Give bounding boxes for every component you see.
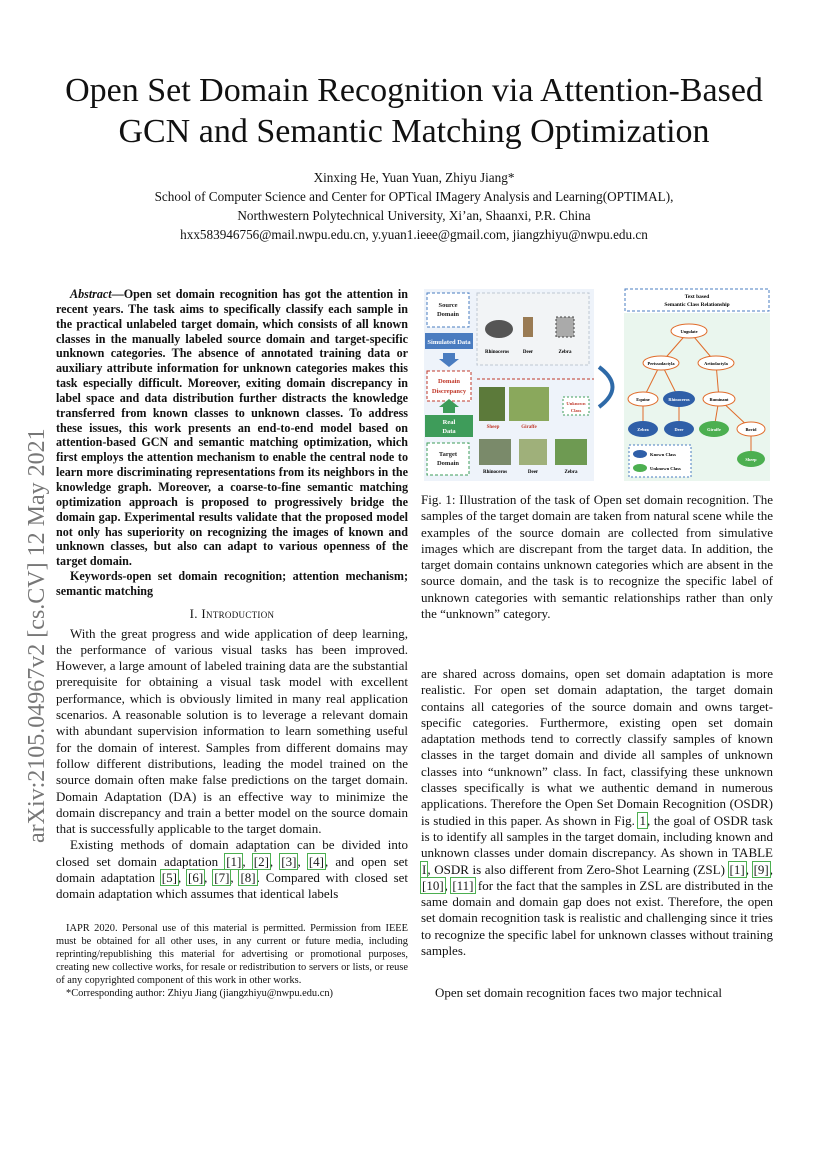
figure-1 xyxy=(421,287,773,487)
graph-legend xyxy=(629,445,691,477)
citation-link[interactable]: [10] xyxy=(422,877,444,893)
text-based-label: Text based xyxy=(684,294,710,300)
abstract xyxy=(56,287,408,569)
citation-link[interactable]: [1] xyxy=(226,853,242,869)
title-line-1: Open Set Domain Recognition via Attention-Based xyxy=(65,72,763,109)
table-link[interactable]: I xyxy=(422,861,427,877)
target-domain-label-2: Domain xyxy=(436,460,460,467)
target-domain-box xyxy=(427,443,469,475)
figure-caption xyxy=(421,492,773,622)
legend-known-label: Known Class xyxy=(650,452,676,457)
target-label-rhinoceros: Rhinoceros xyxy=(482,470,508,475)
domain-discrepancy-label-1: Domain xyxy=(437,378,461,385)
author-block xyxy=(40,168,788,244)
source-label-zebra: Zebra xyxy=(558,350,572,355)
right-last-line: Open set domain recognition faces two major technical xyxy=(435,985,722,1000)
target-label-zebra: Zebra xyxy=(564,470,578,475)
source-label-rhinoceros: Rhinoceros xyxy=(484,350,510,355)
citation-link[interactable]: [8] xyxy=(240,870,256,886)
paper-title xyxy=(40,70,788,152)
citation-link[interactable]: [3] xyxy=(281,853,297,869)
node-label-giraffe: Giraffe xyxy=(707,427,721,432)
arxiv-stamp-text: arXiv:2105.04967v2 [cs.CV] 12 May 2021 xyxy=(24,428,50,843)
target-label-sheep: Sheep xyxy=(486,425,500,430)
domain-discrepancy-box xyxy=(427,371,471,401)
node-label-artiodactyla: Artiodactyla xyxy=(704,361,728,366)
intro-p2-text-c: . Compared with closed set domain adaptation which assumes that identical labels xyxy=(56,870,409,902)
zebra-image xyxy=(556,317,574,337)
right-p1-text-b: , the goal of OSDR task is to identify all samples in the target domain, including known and unknown classes under domain discrepancy. As shown in TABLE xyxy=(421,812,773,861)
footnote-copyright: IAPR 2020. Personal use of this material is permitted. Permission from IEEE must be obtained for all other uses, in any current or future media, including reprinting/republishing this material for advertising or promotional purposes, creating new collective works, for resale or redistribution to servers or lists, or reuse of any copyrighted component of this work in other works. xyxy=(56,923,408,986)
affiliation-line-1: School of Computer Science and Center for OPTical IMagery Analysis and Learning(OPTIMAL), xyxy=(154,189,674,204)
real-data-label-1: Real xyxy=(442,419,456,426)
node-label-ungulate: Ungulate xyxy=(680,329,698,334)
right-column-body xyxy=(421,666,773,959)
intro-paragraph-2: Existing methods of domain adaptation can be divided into closed set domain adaptation [1], [2], [3], [4], and open set domain adaptation [5], [6], [7], [8]. Compared with closed set domain adaptation which assumes that identical labels xyxy=(56,837,409,902)
curved-arrow-icon xyxy=(599,367,613,407)
unknown-class-label-2: Class xyxy=(570,408,582,413)
domain-discrepancy-label-2: Discrepancy xyxy=(431,388,467,395)
citation-link[interactable]: [5] xyxy=(161,870,177,886)
keywords: Keywords-open set domain recognition; attention mechanism; semantic matching xyxy=(56,569,408,598)
node-label-deer: Deer xyxy=(674,427,684,432)
section-title-introduction: I. Introduction xyxy=(189,605,275,621)
footnote xyxy=(56,922,408,1000)
footnote-corresponding: *Corresponding author: Zhiyu Jiang (jiangzhiyu@nwpu.edu.cn) xyxy=(66,988,333,999)
right-p1-text-a: are shared across domains, open set domain adaptation is more realistic. For open set domain adaptation, the target domain contains all categories of the source domain and owns target-specific categories. Furthermore, existing open set domain adaptation methods tend to correctly classify samples of known classes in the target domain and divide all samples of unknown classes into “unknown” class. In fact, classifying these unknown classes specifically is what we authentic demand in numerous applications. Therefore the Open Set Domain Recognition (OSDR) is studied in this paper. As shown in Fig. xyxy=(421,666,773,828)
citation-link[interactable]: [7] xyxy=(214,870,230,886)
source-domain-label-1: Source xyxy=(438,302,458,309)
sheep-image xyxy=(479,387,505,421)
title-line-2: GCN and Semantic Matching Optimization xyxy=(118,113,710,150)
right-p1-text-d: for the fact that the samples in ZSL are distributed in the same domain and domain gap does not exist. Therefore, the open set domain recognition task is realistic and challenging since it tries to recognize the specific label for unknown classes without training samples. xyxy=(421,877,774,959)
caption-body: Illustration of the task of Open set domain recognition. The samples of the target domain are taken from natural scene while the examples of the source domain are collected from simulative images which are discrepant from the target data. In addition, the target domain contains unknown categories which are absent in the source domain, and the task is to recognize the specific label of unknown categories with semantic relationships rather than only the “unknown” category. xyxy=(421,492,773,622)
target-deer-image xyxy=(519,439,547,465)
rhinoceros-image xyxy=(485,320,513,338)
legend-unknown-swatch xyxy=(633,464,647,472)
intro-p2-text-a: Existing methods of domain adaptation can be divided into closed set domain adaptation xyxy=(56,837,408,869)
figure-link[interactable]: 1 xyxy=(639,812,646,828)
intro-p2-text-b: , and open set domain adaptation xyxy=(56,853,409,886)
semantic-relationship-label: Semantic Class Relationship xyxy=(664,302,730,308)
arxiv-stamp xyxy=(10,355,54,845)
affiliation-line-2: Northwestern Polytechnical University, Xi’an, Shaanxi, P.R. China xyxy=(237,208,591,223)
caption-label: Fig. 1: xyxy=(421,492,456,507)
author-emails: hxx583946756@mail.nwpu.edu.cn, y.yuan1.ieee@gmail.com, jiangzhiyu@nwpu.edu.cn xyxy=(180,227,648,242)
target-domain-label-1: Target xyxy=(438,451,458,458)
citation-link[interactable]: [1] xyxy=(729,861,745,877)
unknown-class-label-1: Unknown xyxy=(566,401,586,406)
author-names: Xinxing He, Yuan Yuan, Zhiyu Jiang* xyxy=(313,170,515,185)
abstract-text: —Open set domain recognition has got the attention in recent years. The task aims to specifically classify each sample in the practical unlabeled target domain, which consists of all known classes in the manually labeled source domain and target-specific unknown categories. The absence of annotated training data or auxiliary attribute information for unknown categories makes this task especially difficult. Moreover, exiting domain discrepancy in label space and data distribution further distracts the knowledge transferred from known classes to unknown classes. To address these issues, this work presents an end-to-end model based on attention-based GCN and semantic matching optimization, which first employs the attention mechanism to enable the central node to learn more discriminating representations from its neighbors in the knowledge graph. Moreover, a coarse-to-fine semantic matching optimization approach is proposed to progressively bridge the domain gap. Experimental results validate that the proposed model not only has superiority on recognizing the images of known and unknown classes, but also can adapt to various openness of the target domain. xyxy=(56,287,408,569)
real-data-label-2: Data xyxy=(442,428,456,435)
legend-unknown-label: Unknown Class xyxy=(650,466,681,471)
node-label-equine: Equine xyxy=(636,397,650,402)
source-domain-box xyxy=(427,293,469,327)
source-domain-label-2: Domain xyxy=(436,311,460,318)
caption-text xyxy=(421,492,773,622)
simulated-data-label: Simulated Data xyxy=(427,339,471,346)
left-column xyxy=(56,287,408,903)
source-label-deer: Deer xyxy=(522,350,534,355)
right-p1-text-c: , OSDR is also different from Zero-Shot Learning (ZSL) xyxy=(427,861,729,877)
giraffe-image xyxy=(509,387,549,421)
node-label-sheep: Sheep xyxy=(745,457,757,462)
target-label-giraffe: Giraffe xyxy=(521,425,537,430)
node-label-zebra: Zebra xyxy=(637,427,649,432)
citation-link[interactable]: [11] xyxy=(452,877,474,893)
deer-image xyxy=(523,317,533,337)
target-zebra-image xyxy=(555,439,587,465)
node-label-ruminant: Ruminant xyxy=(709,397,729,402)
intro-paragraph-1: With the great progress and wide application of deep learning, the performance of various visual tasks has been improved. However, a large amount of labeled training data are the substantial prerequisite for obtaining a visual task model with excellent performance, which is obviously limited in many real application scenarios. A reasonable solution is to leverage a relevant domain with abundant supervision information to learn something useful for the domain of interest. Samples from different domains may follow different distributions, leading the model trained on the source domain often make false predictions on the target domain. Domain Adaptation (DA) is an effective way to minimize the domain discrepancy and train a better model on the source domain that is successfully applicable to the target domain. xyxy=(56,625,408,837)
citation-link[interactable]: [4] xyxy=(308,853,324,869)
citation-link[interactable]: [9] xyxy=(753,861,769,877)
node-label-rhinoceros: Rhinoceros xyxy=(668,397,690,402)
abstract-label: Abstract xyxy=(70,287,112,301)
target-label-deer: Deer xyxy=(527,470,539,475)
citation-link[interactable]: [2] xyxy=(253,853,269,869)
right-paragraph-1: are shared across domains, open set domain adaptation is more realistic. For open set domain adaptation, the target domain contains all categories of the source domain and owns target-specific categories. Furthermore, existing open set domain adaptation methods tend to correctly classify samples of known classes in the target domain and divide all samples of unknown classes into “unknown” class. In fact, classifying these unknown classes specifically is what we authentic demand in numerous applications. Therefore the Open Set Domain Recognition (OSDR) is studied in this paper. As shown in Fig. 1, the goal of OSDR task is to identify all samples in the target domain, including known and unknown classes under domain discrepancy. As shown in TABLE I, OSDR is also different from Zero-Shot Learning (ZSL) [1], [9], [10], [11] for the fact that the samples in ZSL are distributed in the same domain and domain gap does not exist. Therefore, the open set domain recognition task is realistic and challenging since it tries to recognize the specific label for unknown classes without training samples. xyxy=(421,666,774,959)
citation-link[interactable]: [6] xyxy=(188,870,204,886)
target-rhinoceros-image xyxy=(479,439,511,465)
node-label-perissodactyla: Perissodactyla xyxy=(647,361,675,366)
node-label-bovid: Bovid xyxy=(745,427,757,432)
legend-known-swatch xyxy=(633,450,647,458)
